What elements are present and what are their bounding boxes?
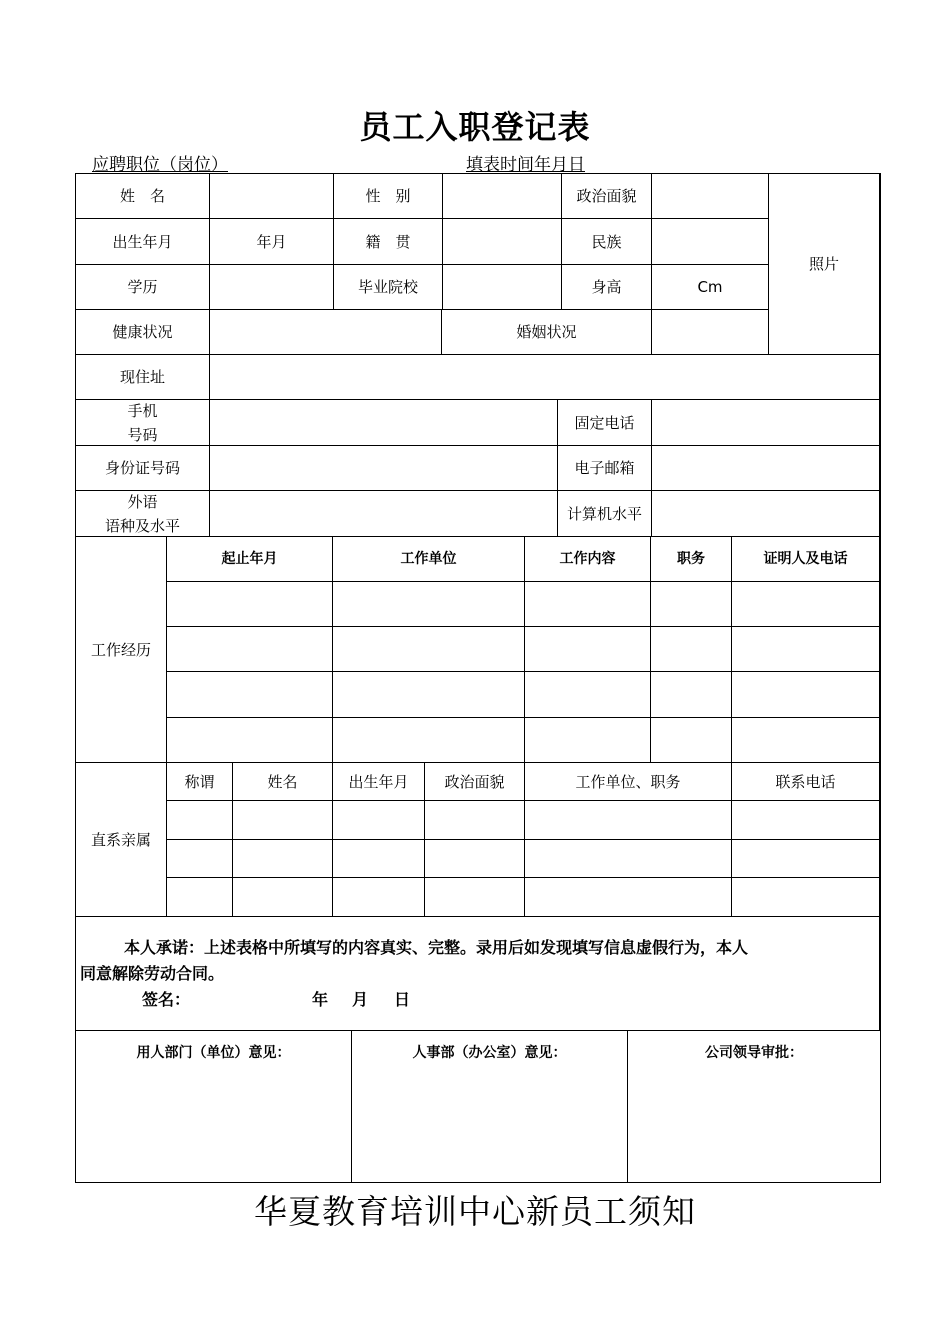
work-cell[interactable] (651, 672, 732, 718)
language-label-line1: 外语 (127, 492, 158, 511)
family-cell[interactable] (233, 878, 333, 917)
family-cell[interactable] (333, 801, 425, 840)
work-cell[interactable] (525, 582, 651, 627)
family-col-employer: 工作单位、职务 (525, 763, 732, 801)
family-cell[interactable] (525, 840, 732, 878)
political-label: 政治面貌 (562, 174, 652, 219)
family-cell[interactable] (167, 840, 233, 878)
education-label: 学历 (76, 265, 210, 310)
work-col-title: 职务 (651, 537, 732, 582)
work-col-duties: 工作内容 (525, 537, 651, 582)
family-cell[interactable] (333, 840, 425, 878)
work-cell[interactable] (333, 672, 525, 718)
sign-year: 年 (312, 990, 329, 1009)
photo-box[interactable]: 照片 (769, 174, 880, 355)
family-cell[interactable] (167, 801, 233, 840)
date-label: 填表时间年月日 (466, 155, 585, 175)
family-label: 直系亲属 (76, 763, 167, 917)
birth-field[interactable]: 年月 (210, 219, 334, 265)
email-field[interactable] (652, 446, 880, 491)
sign-day: 日 (394, 990, 411, 1009)
work-cell[interactable] (732, 582, 880, 627)
pledge-line1: 本人承诺：上述表格中所填写的内容真实、完整。录用后如发现填写信息虚假行为，本人 (124, 938, 749, 957)
family-cell[interactable] (167, 878, 233, 917)
family-cell[interactable] (233, 801, 333, 840)
school-field[interactable] (443, 265, 562, 310)
name-field[interactable] (210, 174, 334, 219)
family-col-political: 政治面貌 (425, 763, 525, 801)
language-field[interactable] (210, 491, 558, 537)
form-title: 员工入职登记表 (359, 108, 591, 146)
footer-heading: 华夏教育培训中心新员工须知 (254, 1192, 696, 1231)
marriage-field[interactable] (652, 310, 769, 355)
leader-approval[interactable]: 公司领导审批： (705, 1045, 803, 1061)
id-field[interactable] (210, 446, 558, 491)
computer-label: 计算机水平 (558, 491, 652, 537)
gender-label: 性 别 (334, 174, 443, 219)
work-history-label: 工作经历 (76, 537, 167, 763)
work-cell[interactable] (167, 718, 333, 763)
political-field[interactable] (652, 174, 769, 219)
birth-label: 出生年月 (76, 219, 210, 265)
work-cell[interactable] (732, 718, 880, 763)
dept-opinion[interactable]: 用人部门（单位）意见： (76, 1031, 352, 1182)
education-field[interactable] (210, 265, 334, 310)
family-cell[interactable] (732, 840, 880, 878)
work-cell[interactable] (525, 718, 651, 763)
work-cell[interactable] (732, 627, 880, 672)
work-col-period: 起止年月 (167, 537, 333, 582)
work-cell[interactable] (651, 582, 732, 627)
work-cell[interactable] (333, 627, 525, 672)
family-cell[interactable] (233, 840, 333, 878)
family-col-name: 姓名 (233, 763, 333, 801)
phone-field[interactable] (652, 400, 880, 446)
position-label: 应聘职位（岗位） (92, 155, 228, 175)
family-cell[interactable] (732, 801, 880, 840)
address-label: 现住址 (76, 355, 210, 400)
work-col-employer: 工作单位 (333, 537, 525, 582)
computer-field[interactable] (652, 491, 880, 537)
mobile-label (76, 400, 210, 446)
address-field[interactable] (210, 355, 880, 400)
work-cell[interactable] (651, 718, 732, 763)
native-label: 籍 贯 (334, 219, 443, 265)
ethnic-field[interactable] (652, 219, 769, 265)
work-col-reference: 证明人及电话 (732, 537, 880, 582)
hr-opinion[interactable]: 人事部（办公室）意见： (352, 1031, 628, 1182)
work-cell[interactable] (333, 718, 525, 763)
family-cell[interactable] (425, 878, 525, 917)
sign-month: 月 (352, 990, 369, 1009)
language-label-line2: 语种及水平 (104, 516, 180, 535)
work-cell[interactable] (333, 582, 525, 627)
registration-table (75, 173, 881, 1183)
work-cell[interactable] (167, 672, 333, 718)
family-col-birth: 出生年月 (333, 763, 425, 801)
health-field[interactable] (210, 310, 442, 355)
work-cell[interactable] (167, 582, 333, 627)
work-cell[interactable] (732, 672, 880, 718)
family-col-relation: 称谓 (167, 763, 233, 801)
sign-label: 签名： (142, 990, 191, 1009)
family-cell[interactable] (333, 878, 425, 917)
family-cell[interactable] (525, 878, 732, 917)
family-col-phone: 联系电话 (732, 763, 880, 801)
pledge-text (80, 935, 880, 987)
id-label: 身份证号码 (76, 446, 210, 491)
health-label: 健康状况 (76, 310, 210, 355)
gender-field[interactable] (443, 174, 562, 219)
family-cell[interactable] (425, 840, 525, 878)
family-cell[interactable] (525, 801, 732, 840)
marriage-label: 婚姻状况 (442, 310, 652, 355)
family-cell[interactable] (732, 878, 880, 917)
pledge-line2: 同意解除劳动合同。 (80, 964, 225, 983)
work-cell[interactable] (167, 627, 333, 672)
work-cell[interactable] (525, 627, 651, 672)
work-cell[interactable] (525, 672, 651, 718)
mobile-label-line2: 号码 (127, 425, 158, 444)
language-label (76, 491, 210, 537)
mobile-field[interactable] (210, 400, 558, 446)
mobile-label-line1: 手机 (127, 401, 158, 420)
work-cell[interactable] (651, 627, 732, 672)
native-field[interactable] (443, 219, 562, 265)
email-label: 电子邮箱 (558, 446, 652, 491)
ethnic-label: 民族 (562, 219, 652, 265)
name-label: 姓 名 (76, 174, 210, 219)
height-label: 身高 (562, 265, 652, 310)
phone-label: 固定电话 (558, 400, 652, 446)
family-cell[interactable] (425, 801, 525, 840)
school-label: 毕业院校 (334, 265, 443, 310)
height-field[interactable]: Cm (652, 265, 769, 310)
